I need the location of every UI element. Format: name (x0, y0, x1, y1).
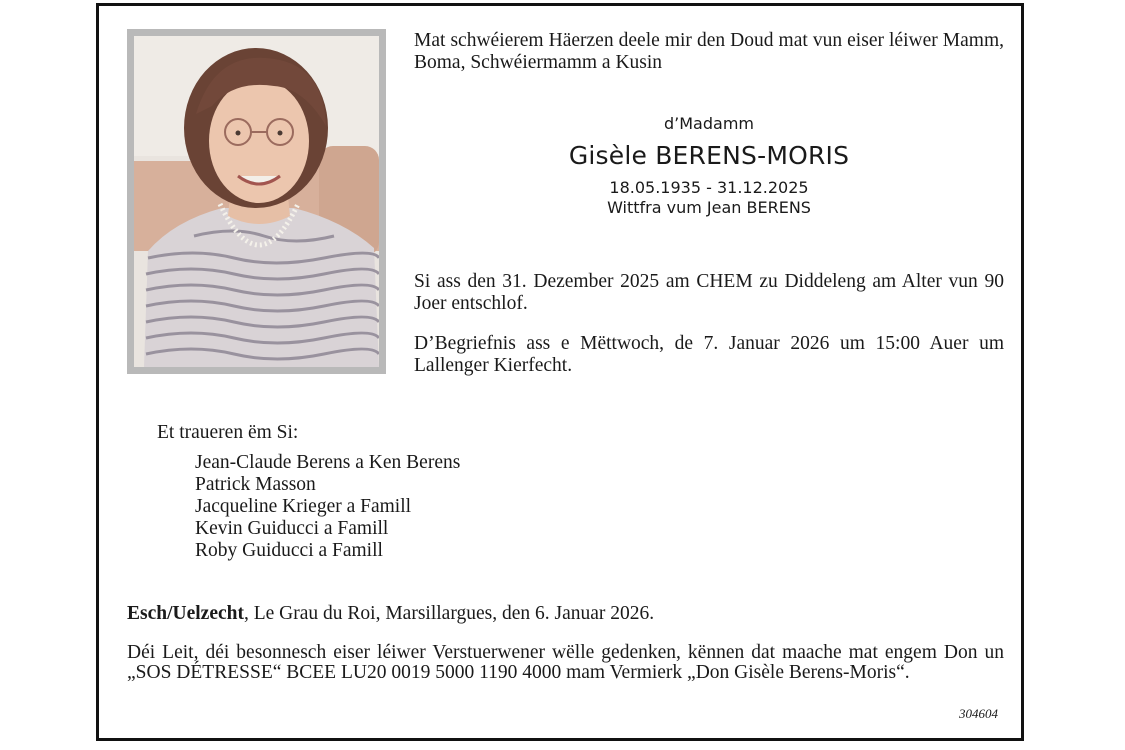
mourner-item: Kevin Guiducci a Famill (195, 518, 389, 539)
mourner-item: Patrick Masson (195, 474, 316, 495)
donation-text: Déi Leit, déi besonnesch eiser léiwer Verstuerwener wëlle gedenken, kënnen dat maache mat engem Don un „SOS DÉTRESSE“ BCEE LU20 0019 5000 1190 4000 mam Vermierk „Don Gisèle Berens-Moris“. (127, 642, 1004, 683)
mourners-label: Et traueren ëm Si: (157, 422, 299, 443)
mourner-item: Roby Guiducci a Famill (195, 540, 383, 561)
place-bold: Esch/Uelzecht (127, 603, 244, 624)
intro-text: Mat schwéierem Häerzen deele mir den Doud mat vun eiser léiwer Mamm, Boma, Schwéiermamm a Kusin (414, 30, 1004, 73)
deceased-block (414, 114, 1004, 218)
portrait-frame (127, 29, 386, 374)
deceased-name: Gisèle BERENS-MORIS (568, 141, 850, 170)
reference-number: 304604 (959, 706, 998, 721)
death-announcement: Si ass den 31. Dezember 2025 am CHEM zu Diddeleng am Alter vun 90 Joer entschlof. (414, 271, 1004, 314)
obituary-notice (96, 3, 1024, 741)
life-dates: 18.05.1935 - 31.12.2025 (609, 178, 809, 197)
mourner-item: Jean-Claude Berens a Ken Berens (195, 452, 461, 473)
portrait-photo (134, 36, 379, 367)
mourner-item: Jacqueline Krieger a Famill (195, 496, 412, 517)
funeral-announcement: D’Begriefnis ass e Mëttwoch, de 7. Januar 2026 um 15:00 Auer um Lallenger Kierfecht. (414, 333, 1004, 376)
mourners-list (195, 452, 460, 562)
widow-of: Wittfra vum Jean BERENS (607, 198, 811, 217)
place-rest: , Le Grau du Roi, Marsillargues, den 6. Januar 2026. (243, 603, 655, 624)
place-date-line (127, 603, 654, 625)
salutation: d’Madamm (664, 114, 754, 133)
